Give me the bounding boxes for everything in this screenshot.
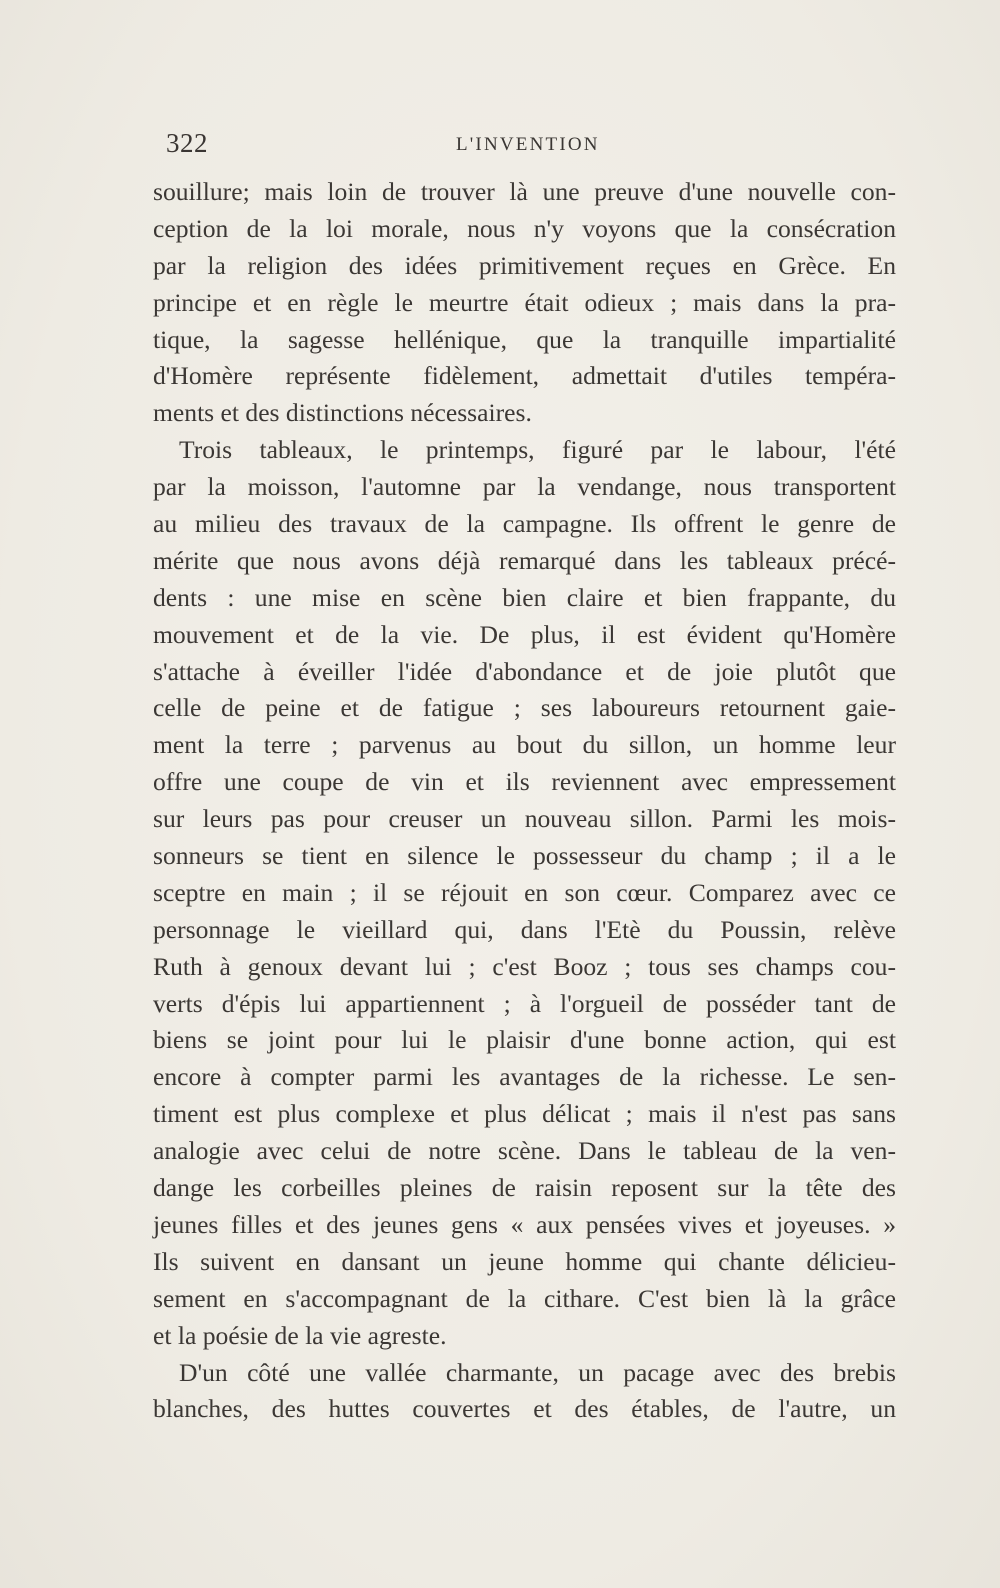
text-line: au milieu des travaux de la campagne. Ils offrent le genre de bbox=[153, 509, 896, 539]
text-line: Ils suivent en dansant un jeune homme qui chante délicieu- bbox=[153, 1246, 896, 1276]
text-line: Trois tableaux, le printemps, figuré par le labour, l'été bbox=[179, 435, 896, 465]
text-line: jeunes filles et des jeunes gens « aux pensées vives et joyeuses. » bbox=[153, 1209, 896, 1239]
text-line: D'un côté une vallée charmante, un pacage avec des brebis bbox=[179, 1357, 896, 1387]
text-line: timent est plus complexe et plus délicat ; mais il n'est pas sans bbox=[153, 1099, 896, 1129]
text-line: sement en s'accompagnant de la cithare. C'est bien là la grâce bbox=[153, 1283, 896, 1313]
text-line: par la religion des idées primitivement reçues en Grèce. En bbox=[153, 250, 896, 280]
text-line: tique, la sagesse hellénique, que la tranquille impartialité bbox=[153, 324, 896, 354]
text-line: celle de peine et de fatigue ; ses laboureurs retournent gaie- bbox=[153, 693, 896, 723]
running-title: L'INVENTION bbox=[456, 134, 600, 155]
text-line: ception de la loi morale, nous n'y voyons que la consécration bbox=[153, 213, 896, 243]
text-line: blanches, des huttes couvertes et des étables, de l'autre, un bbox=[153, 1394, 896, 1424]
text-line: Ruth à genoux devant lui ; c'est Booz ; tous ses champs cou- bbox=[153, 951, 896, 981]
text-line: dange les corbeilles pleines de raisin reposent sur la tête des bbox=[153, 1173, 896, 1203]
text-line: ment la terre ; parvenus au bout du sillon, un homme leur bbox=[153, 730, 896, 760]
text-line: souillure; mais loin de trouver là une preuve d'une nouvelle con- bbox=[153, 177, 896, 206]
text-line: personnage le vieillard qui, dans l'Etè du Poussin, relève bbox=[153, 914, 896, 944]
body-text bbox=[153, 174, 896, 1428]
text-line: mouvement et de la vie. De plus, il est évident qu'Homère bbox=[153, 619, 896, 649]
page-number: 322 bbox=[166, 128, 208, 158]
text-line: d'Homère représente fidèlement, admettait d'utiles tempéra- bbox=[153, 361, 896, 391]
text-line: encore à compter parmi les avantages de la richesse. Le sen- bbox=[153, 1062, 896, 1092]
text-line: offre une coupe de vin et ils reviennent avec empressement bbox=[153, 767, 896, 797]
text-line: verts d'épis lui appartiennent ; à l'orgueil de posséder tant de bbox=[153, 988, 896, 1018]
text-line: s'attache à éveiller l'idée d'abondance et de joie plutôt que bbox=[153, 656, 896, 686]
running-head bbox=[166, 128, 894, 168]
text-line: dents : une mise en scène bien claire et bien frappante, du bbox=[153, 582, 896, 612]
text-line: analogie avec celui de notre scène. Dans le tableau de la ven- bbox=[153, 1136, 896, 1166]
text-line: biens se joint pour lui le plaisir d'une bonne action, qui est bbox=[153, 1025, 896, 1055]
text-line: sceptre en main ; il se réjouit en son cœur. Comparez avec ce bbox=[153, 877, 896, 907]
text-line: ments et des distinctions nécessaires. bbox=[153, 398, 532, 428]
text-line: principe et en règle le meurtre était odieux ; mais dans la pra- bbox=[153, 287, 896, 317]
text-line: sur leurs pas pour creuser un nouveau sillon. Parmi les mois- bbox=[153, 804, 896, 834]
text-line: mérite que nous avons déjà remarqué dans les tableaux précé- bbox=[153, 545, 896, 575]
text-line: et la poésie de la vie agreste. bbox=[153, 1320, 447, 1350]
text-line: sonneurs se tient en silence le possesseur du champ ; il a le bbox=[153, 841, 896, 871]
text-line: par la moisson, l'automne par la vendange, nous transportent bbox=[153, 472, 896, 502]
